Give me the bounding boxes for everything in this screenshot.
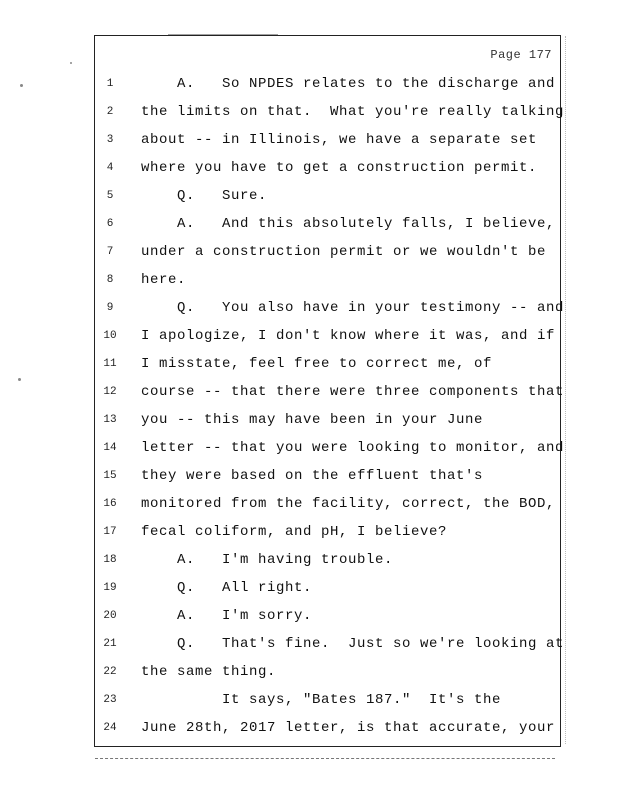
line-number: 21 — [103, 638, 117, 650]
line-text: monitored from the facility, correct, the BOD, — [141, 496, 556, 512]
transcript-line — [95, 158, 560, 186]
transcript-line — [95, 410, 560, 438]
line-text: A. And this absolutely falls, I believe, — [141, 216, 556, 232]
line-text: where you have to get a construction permit. — [141, 160, 538, 176]
line-number: 6 — [106, 218, 114, 230]
scan-speck — [70, 62, 72, 64]
line-text: course -- that there were three components that — [141, 384, 565, 400]
line-text: they were based on the effluent that's — [141, 468, 484, 484]
line-number: 18 — [103, 554, 117, 566]
line-number: 10 — [103, 330, 117, 342]
line-number: 7 — [106, 246, 114, 258]
line-number: 16 — [103, 498, 117, 510]
line-text: I apologize, I don't know where it was, and if — [141, 328, 556, 344]
line-text: the same thing. — [141, 664, 277, 680]
line-number: 5 — [106, 190, 114, 202]
scan-speck — [20, 84, 23, 87]
line-number: 17 — [103, 526, 117, 538]
transcript-line — [95, 718, 560, 746]
line-number: 22 — [103, 666, 117, 678]
line-number: 3 — [106, 134, 114, 146]
transcript-line — [95, 130, 560, 158]
transcript-line — [95, 74, 560, 102]
line-text: Q. Sure. — [141, 188, 268, 204]
line-number: 13 — [103, 414, 117, 426]
transcript-line — [95, 522, 560, 550]
transcript-line — [95, 466, 560, 494]
line-text: It says, "Bates 187." It's the — [141, 692, 502, 708]
line-text: A. I'm sorry. — [141, 608, 313, 624]
transcript-line — [95, 270, 560, 298]
line-text: Q. That's fine. Just so we're looking at — [141, 636, 565, 652]
line-text: A. I'm having trouble. — [141, 552, 394, 568]
transcript-line — [95, 494, 560, 522]
line-text: here. — [141, 272, 187, 288]
scan-bottom-rule — [95, 758, 555, 759]
page-number: Page 177 — [490, 48, 552, 62]
transcript-line — [95, 214, 560, 242]
line-number: 1 — [106, 78, 114, 90]
line-number: 23 — [103, 694, 117, 706]
line-number: 12 — [103, 386, 117, 398]
line-text: Q. All right. — [141, 580, 313, 596]
transcript-line — [95, 326, 560, 354]
line-text: the limits on that. What you're really talking — [141, 104, 565, 120]
transcript-line — [95, 550, 560, 578]
scan-speck — [18, 378, 21, 381]
transcript-line — [95, 298, 565, 326]
transcript-line — [95, 662, 560, 690]
line-text: under a construction permit or we wouldn't be — [141, 244, 547, 260]
line-number: 14 — [103, 442, 117, 454]
line-number: 11 — [103, 358, 117, 370]
line-text: you -- this may have been in your June — [141, 412, 484, 428]
line-text: about -- in Illinois, we have a separate set — [141, 132, 538, 148]
transcript-line — [95, 634, 565, 662]
line-number: 9 — [106, 302, 114, 314]
transcript-line — [95, 382, 565, 410]
line-text: June 28th, 2017 letter, is that accurate, your — [141, 720, 556, 736]
transcript-page — [94, 35, 565, 747]
line-number: 19 — [103, 582, 117, 594]
line-text: Q. You also have in your testimony -- and — [141, 300, 565, 316]
line-number: 2 — [106, 106, 114, 118]
line-text: A. So NPDES relates to the discharge and — [141, 76, 556, 92]
line-number: 8 — [106, 274, 114, 286]
line-text: letter -- that you were looking to monitor, and — [141, 440, 565, 456]
transcript-line — [95, 186, 560, 214]
transcript-line — [95, 578, 560, 606]
transcript-line — [95, 690, 560, 718]
line-text: fecal coliform, and pH, I believe? — [141, 524, 448, 540]
line-text: I misstate, feel free to correct me, of — [141, 356, 493, 372]
line-number: 20 — [103, 610, 117, 622]
transcript-line — [95, 438, 565, 466]
line-number: 15 — [103, 470, 117, 482]
line-number: 24 — [103, 722, 117, 734]
scan-right-edge — [565, 36, 568, 744]
transcript-line — [95, 242, 560, 270]
line-number: 4 — [106, 162, 114, 174]
transcript-line — [95, 102, 565, 130]
transcript-line — [95, 606, 560, 634]
transcript-line — [95, 354, 560, 382]
